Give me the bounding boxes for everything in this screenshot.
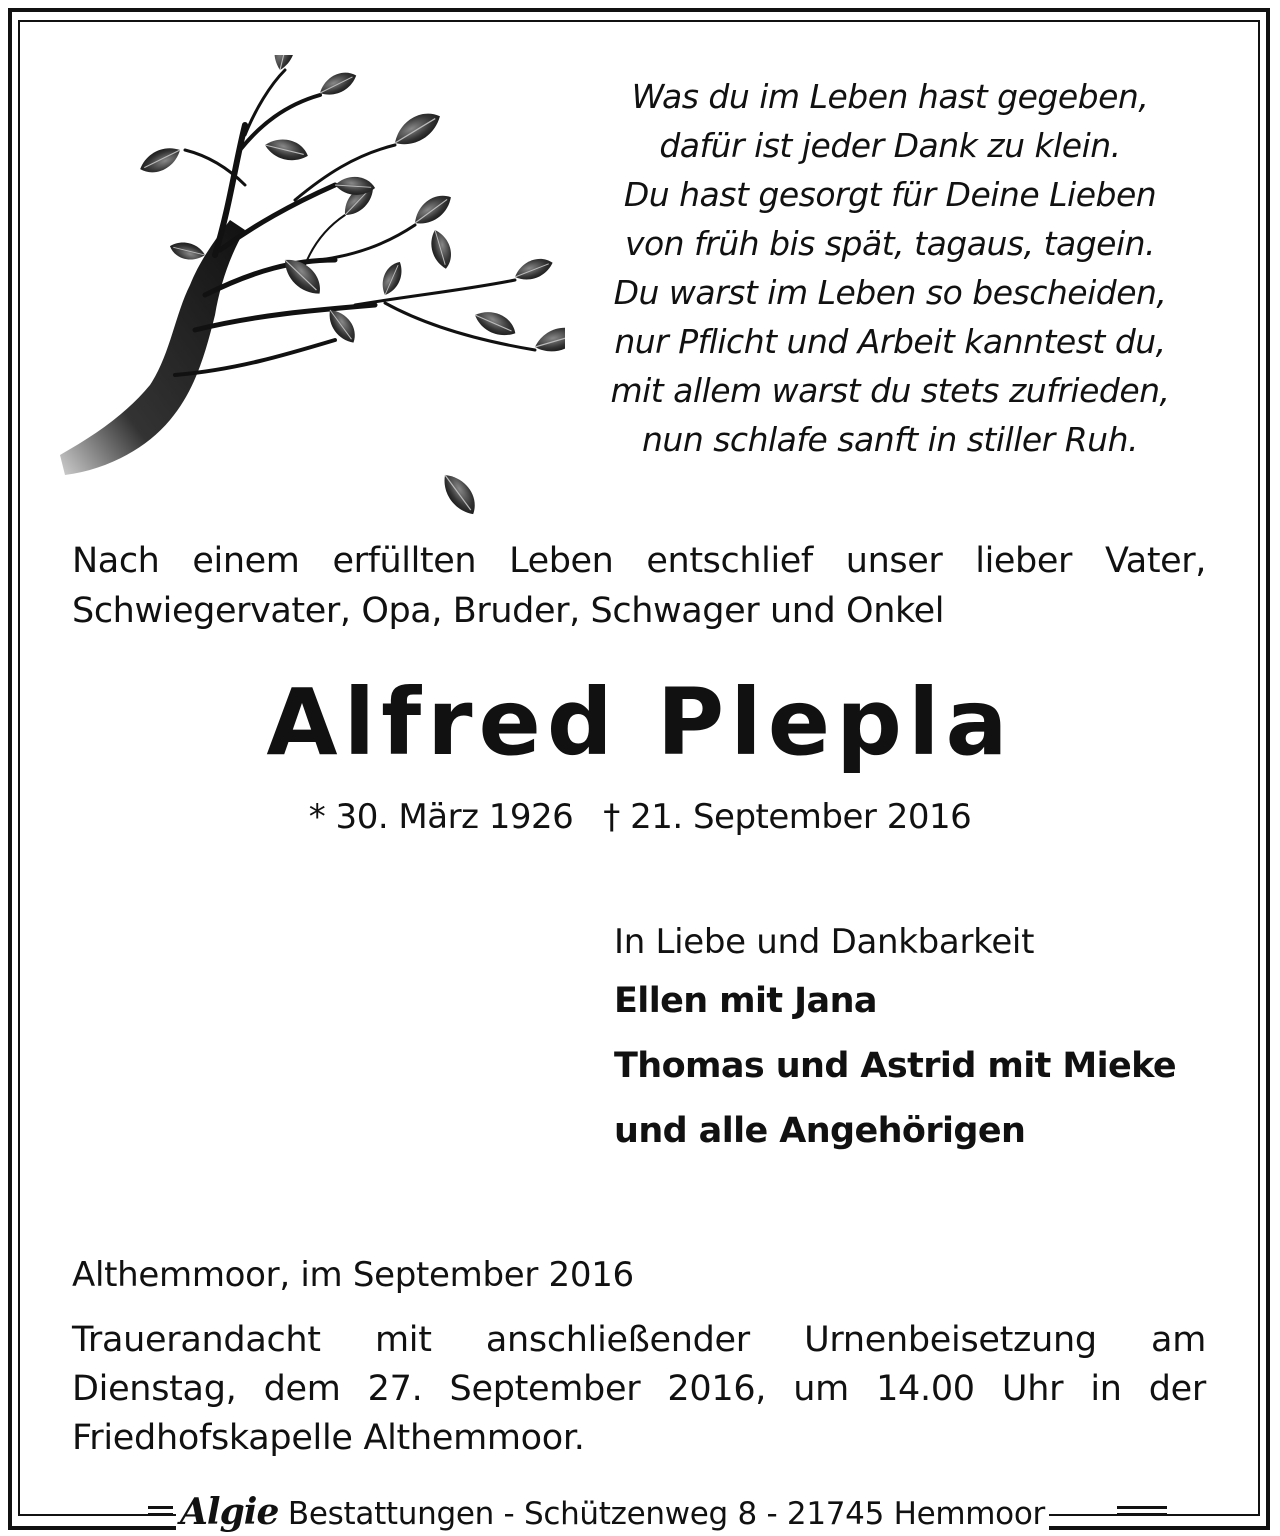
birth-date: * 30. März 1926 (308, 797, 574, 837)
deceased-name: Alfred Plepla (266, 669, 1014, 776)
service-line: Trauerandacht mit anschließender Urnenbeisetzung am (72, 1320, 1206, 1360)
poem-line: Du warst im Leben so bescheiden, (613, 273, 1167, 312)
poem (560, 72, 1220, 464)
intro-line: Nach einem erfüllten Leben entschlief unser lieber Vater, (72, 541, 1206, 581)
life-dates (0, 793, 1280, 841)
place-date: Althemmoor, im September 2016 (72, 1255, 634, 1295)
mourner-name: Thomas und Astrid mit Mieke (614, 1046, 1176, 1086)
footer-text (176, 1490, 1049, 1536)
poem-line: Was du im Leben hast gegeben, (631, 77, 1149, 116)
poem-line: nur Pflicht und Arbeit kanntest du, (614, 322, 1166, 361)
poem-line: dafür ist jeder Dank zu klein. (659, 126, 1121, 165)
intro-line: Schwiegervater, Opa, Bruder, Schwager und Onkel (72, 591, 945, 631)
poem-line: nun schlafe sanft in stiller Ruh. (642, 420, 1138, 459)
mourner-name: Ellen mit Jana (614, 981, 877, 1021)
poem-line: Du hast gesorgt für Deine Lieben (623, 175, 1157, 214)
funeral-home-address: Bestattungen - Schützenweg 8 - 21745 Hemmoor (287, 1496, 1045, 1532)
mourner-name: und alle Angehörigen (614, 1111, 1026, 1151)
death-date: † 21. September 2016 (603, 797, 972, 837)
tree-icon (55, 55, 565, 535)
service-line: Dienstag, dem 27. September 2016, um 14.00 Uhr in der (72, 1369, 1206, 1409)
poem-line: von früh bis spät, tagaus, tagein. (624, 224, 1156, 263)
service-info (72, 1316, 1206, 1463)
footer (0, 1488, 1280, 1536)
mourners-block (614, 915, 1234, 1164)
service-line: Friedhofskapelle Althemmoor. (72, 1418, 585, 1458)
intro-text (72, 536, 1206, 636)
footer-rule-right (1117, 1506, 1167, 1516)
footer-rule-left (148, 1506, 173, 1516)
mourners-lead: In Liebe und Dankbarkeit (614, 922, 1035, 962)
funeral-home-logo: Algie (180, 1491, 279, 1533)
poem-line: mit allem warst du stets zufrieden, (610, 371, 1170, 410)
